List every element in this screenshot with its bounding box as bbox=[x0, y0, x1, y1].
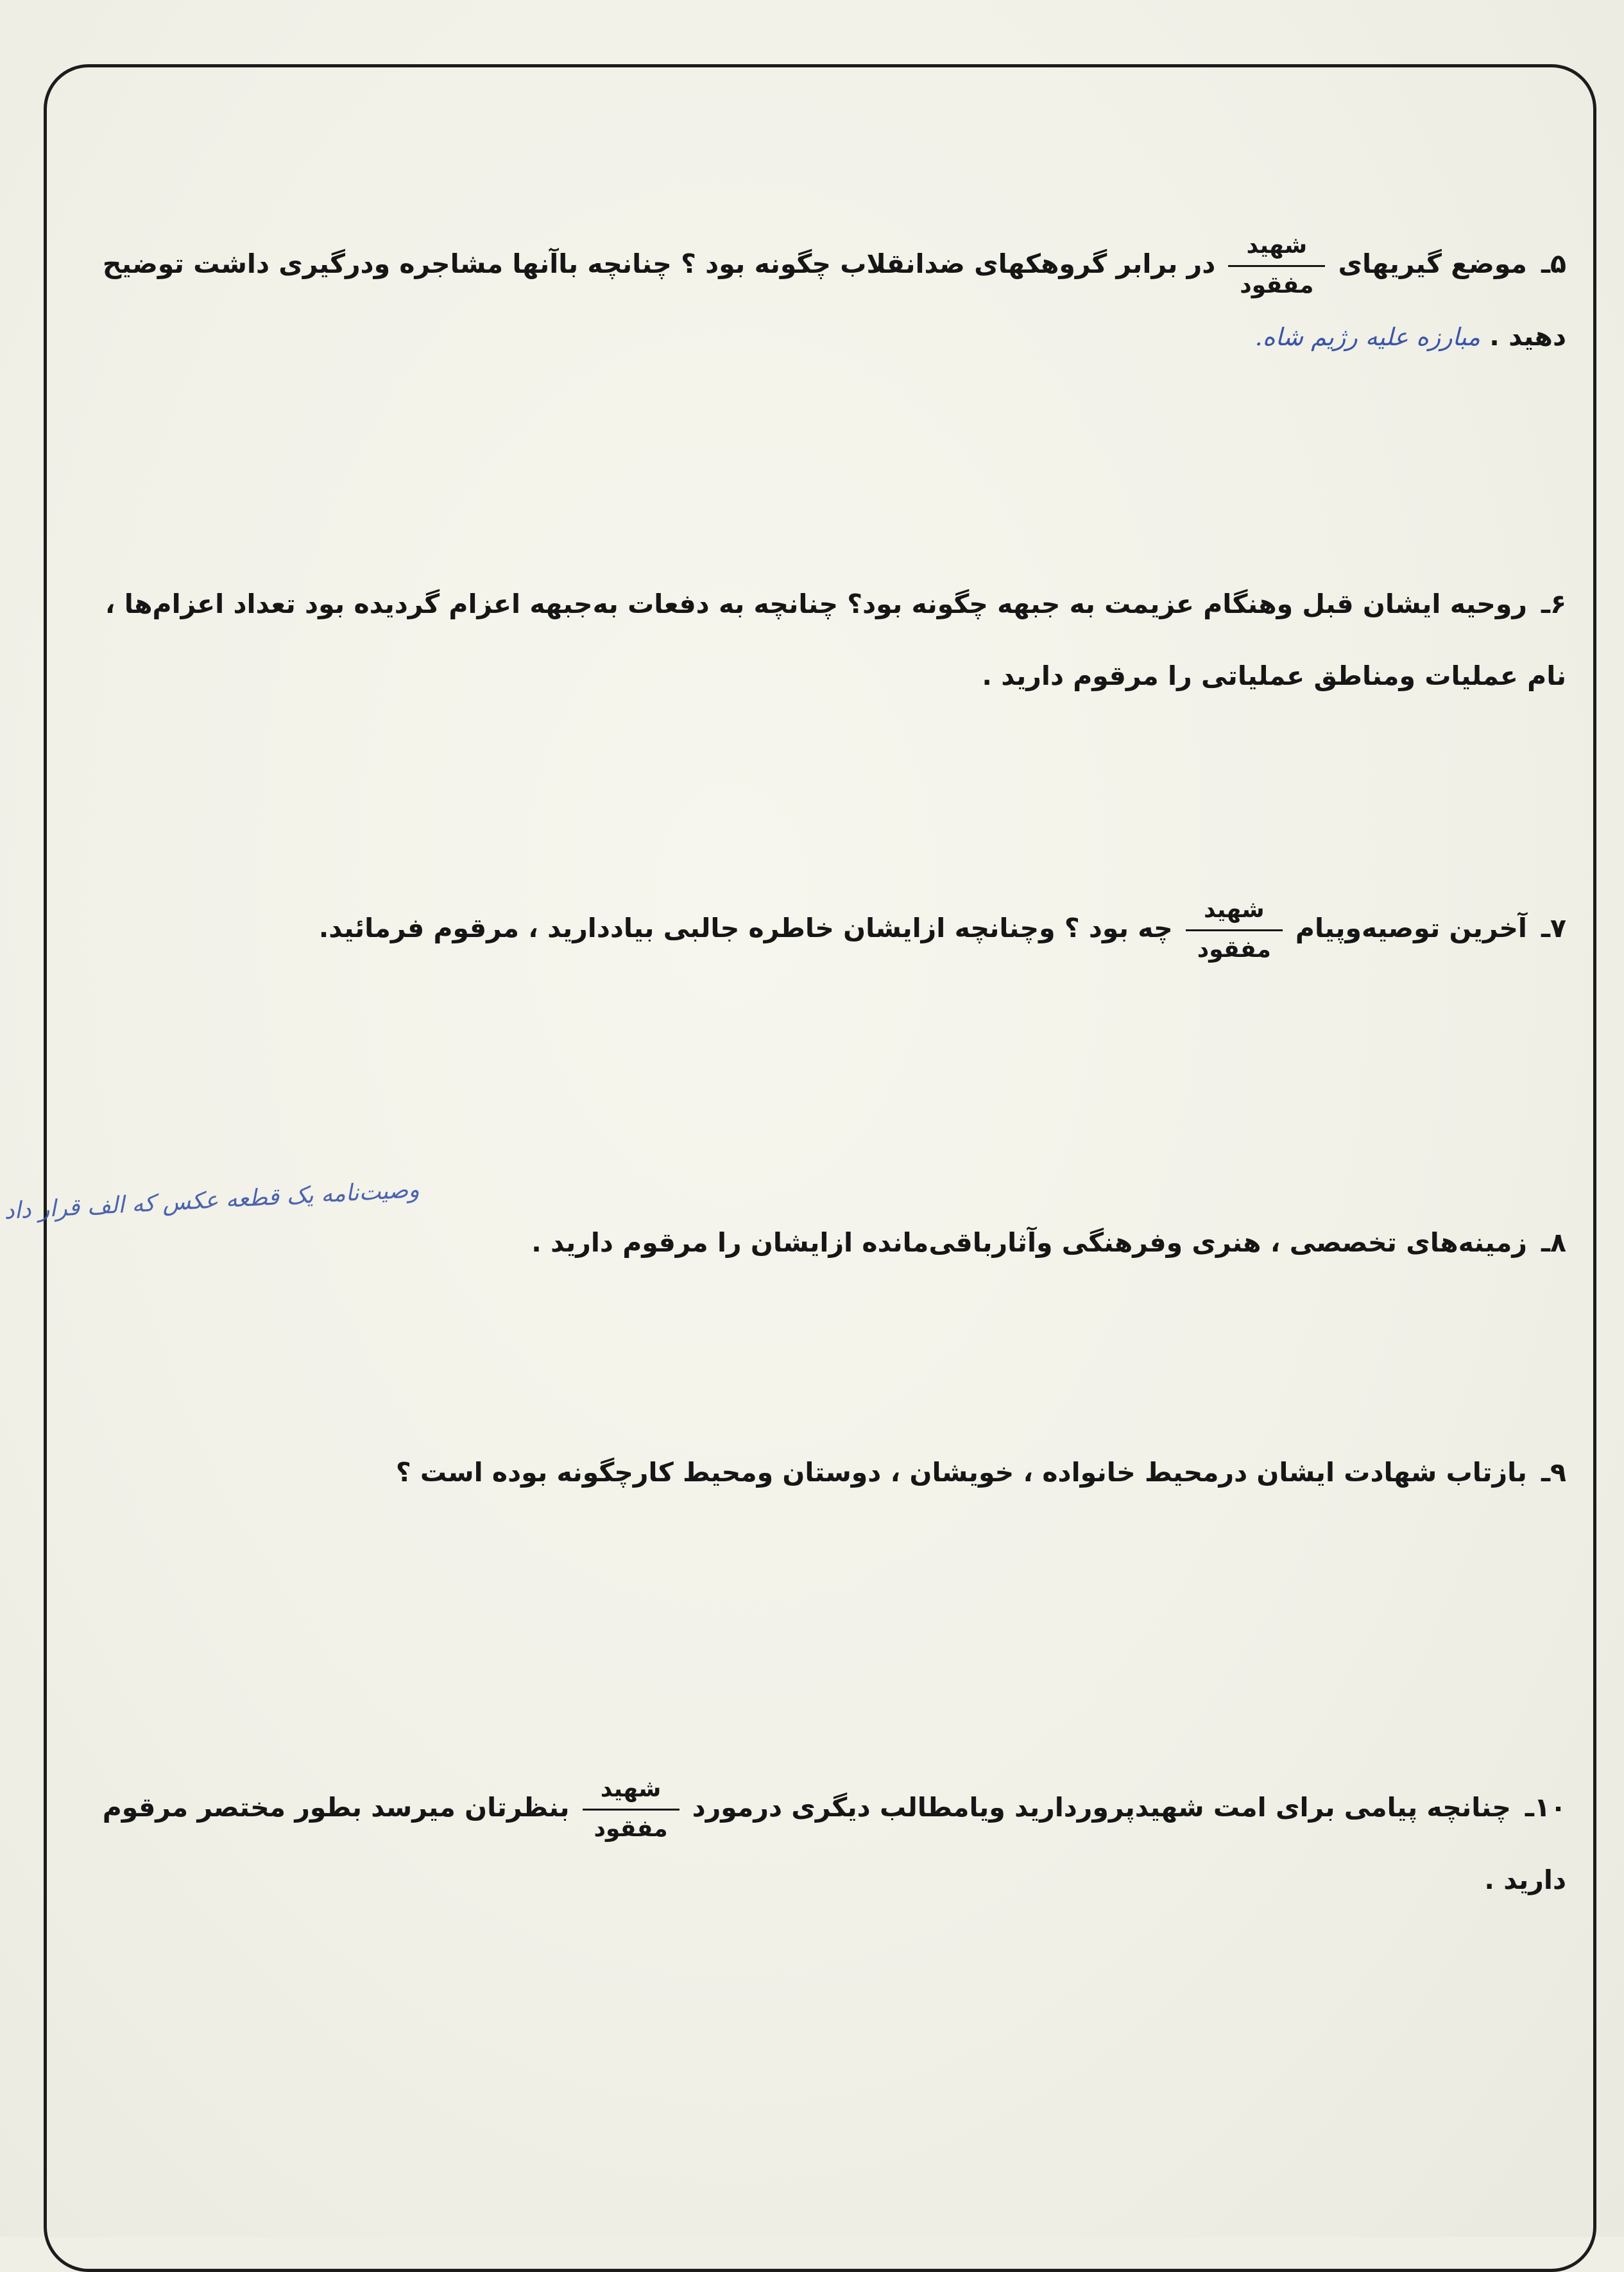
question-9 bbox=[65, 1436, 1566, 1508]
question-10 bbox=[65, 1771, 1566, 1916]
question-number: ۸ـ bbox=[1541, 1227, 1566, 1258]
question-text-end: در برابر گروهکهای ضدانقلاب چگونه بود ؟ چنانچه باآنها مشاجره ودرگیری داشت توضیح دهید . bbox=[102, 248, 1566, 352]
question-text-start: موضع گیریهای bbox=[1338, 248, 1527, 279]
question-number: ۶ـ bbox=[1541, 589, 1566, 619]
question-text-start: آخرین توصیه‌وپیام bbox=[1295, 913, 1527, 943]
question-number: ۷ـ bbox=[1541, 913, 1566, 943]
fraction-bottom: مفقود bbox=[594, 1815, 668, 1842]
question-text-start: چنانچه پیامی برای امت شهیدپروردارید ویامطالب دیگری درمورد bbox=[692, 1792, 1511, 1823]
handwritten-answer: مبارزه علیه رژیم شاه. bbox=[1254, 323, 1480, 352]
question-number: ۵ـ bbox=[1541, 248, 1566, 279]
question-text-end: بنظرتان میرسد بطور مختصر مرقوم دارید . bbox=[102, 1792, 1566, 1896]
martyr-missing-fraction bbox=[1228, 231, 1325, 301]
fraction-top: شهید bbox=[600, 1775, 662, 1802]
question-number: ۱۰ـ bbox=[1525, 1792, 1566, 1823]
fraction-top: شهید bbox=[1203, 896, 1265, 923]
question-number: ۹ـ bbox=[1541, 1457, 1566, 1488]
martyr-missing-fraction bbox=[1186, 895, 1283, 965]
handwritten-margin-note: وصیت‌نامه یک قطعه عکس که الف قرار داد bbox=[3, 1176, 420, 1225]
question-text: زمینه‌های تخصصی ، هنری وفرهنگی وآثارباقی‌مانده ازایشان را مرقوم دارید . bbox=[531, 1227, 1527, 1258]
page-border-frame bbox=[44, 64, 1596, 2272]
fraction-bottom: مفقود bbox=[1197, 936, 1271, 963]
question-8 bbox=[65, 1207, 1566, 1278]
fraction-top: شهید bbox=[1246, 232, 1308, 259]
question-text-end: چه بود ؟ وچنانچه ازایشان خاطره جالبی بیاددارید ، مرقوم فرمائید. bbox=[318, 913, 1173, 943]
question-text: روحیه ایشان قبل وهنگام عزیمت به جبهه چگونه بود؟ چنانچه به دفعات به‌جبهه اعزام گردیده بود تعداد اعزام‌ها ، نام عملیات ومناطق عملیاتی را مرقوم دارید . bbox=[105, 589, 1566, 691]
fraction-bottom: مفقود bbox=[1240, 271, 1314, 298]
question-text: بازتاب شهادت ایشان درمحیط خانواده ، خویشان ، دوستان ومحیط کارچگونه بوده است ؟ bbox=[395, 1457, 1527, 1488]
question-6 bbox=[65, 568, 1566, 712]
question-7 bbox=[65, 892, 1566, 965]
martyr-missing-fraction bbox=[583, 1775, 680, 1845]
question-5 bbox=[65, 228, 1566, 373]
